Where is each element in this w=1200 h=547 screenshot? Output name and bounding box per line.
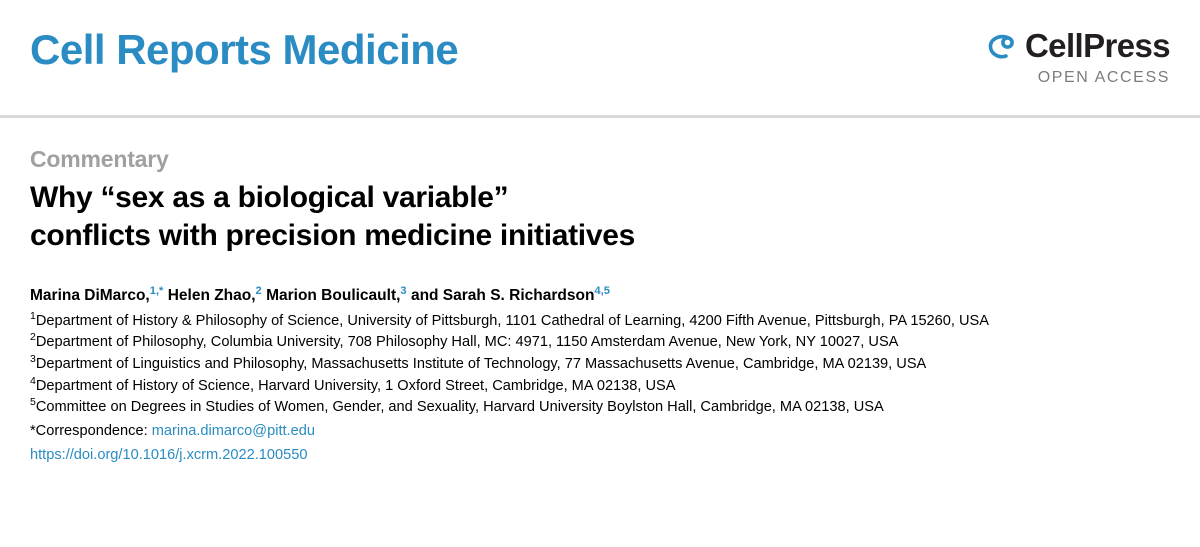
correspondence-email-link[interactable]: marina.dimarco@pitt.edu	[151, 422, 315, 439]
publisher-name: CellPress	[1024, 26, 1170, 64]
affiliation-number: 4	[30, 374, 36, 387]
affiliation-text: Committee on Degrees in Studies of Women, Gender, and Sexuality, Harvard University Boylston Hall, Cambridge, MA 02138, USA	[35, 399, 884, 416]
affiliation-item	[30, 354, 1170, 376]
page-title	[30, 179, 960, 255]
affiliation-number: 3	[30, 353, 36, 366]
journal-title: Cell Reports Medicine	[30, 26, 459, 73]
affiliation-list	[30, 311, 1170, 419]
open-access-label: OPEN ACCESS	[1037, 69, 1170, 86]
author-name: and Sarah S. Richardson	[406, 287, 595, 305]
affiliation-number: 2	[30, 331, 36, 344]
author-affiliation-marks[interactable]: 1,*	[149, 285, 164, 298]
affiliation-text: Department of History & Philosophy of Science, University of Pittsburgh, 1101 Cathedral of Learning, 4200 Fifth Avenue, Pittsburgh, PA 15260, USA	[35, 312, 990, 329]
author-list	[30, 285, 1170, 307]
author-name: Marina DiMarco,	[30, 287, 150, 305]
affiliation-item	[30, 311, 1170, 333]
author-affiliation-marks[interactable]: 2	[255, 285, 262, 298]
masthead	[0, 0, 1200, 118]
affiliation-item	[30, 397, 1170, 419]
article-block	[0, 118, 1200, 467]
affiliation-text: Department of Linguistics and Philosophy, Massachusetts Institute of Technology, 77 Massachusetts Avenue, Cambridge, MA 02139, USA	[35, 356, 927, 373]
affiliation-number: 5	[30, 396, 36, 409]
author-name: Helen Zhao,	[163, 287, 256, 305]
affiliation-text: Department of History of Science, Harvard University, 1 Oxford Street, Cambridge, MA 02138, USA	[35, 377, 676, 394]
affiliation-item	[30, 376, 1170, 398]
author-name: Marion Boulicault,	[261, 287, 401, 305]
cellpress-logo-icon	[983, 30, 1017, 64]
affiliation-text: Department of Philosophy, Columbia University, 708 Philosophy Hall, MC: 4971, 1150 Amsterdam Avenue, New York, NY 10027, USA	[35, 334, 899, 351]
author-affiliation-marks[interactable]: 4,5	[594, 285, 610, 298]
title-line-2: conflicts with precision medicine initiatives	[30, 219, 635, 253]
publisher-brand-row	[983, 28, 1170, 62]
author-affiliation-marks[interactable]: 3	[400, 285, 407, 298]
affiliation-item	[30, 332, 1170, 354]
title-line-1: Why “sex as a biological variable”	[30, 181, 509, 214]
affiliation-number: 1	[30, 310, 36, 323]
correspondence	[30, 421, 1170, 467]
doi-link[interactable]: https://doi.org/10.1016/j.xcrm.2022.100550	[30, 447, 308, 464]
article-type-kicker: Commentary	[30, 146, 169, 172]
publisher-brand	[983, 28, 1170, 87]
correspondence-label: *Correspondence:	[30, 422, 148, 439]
